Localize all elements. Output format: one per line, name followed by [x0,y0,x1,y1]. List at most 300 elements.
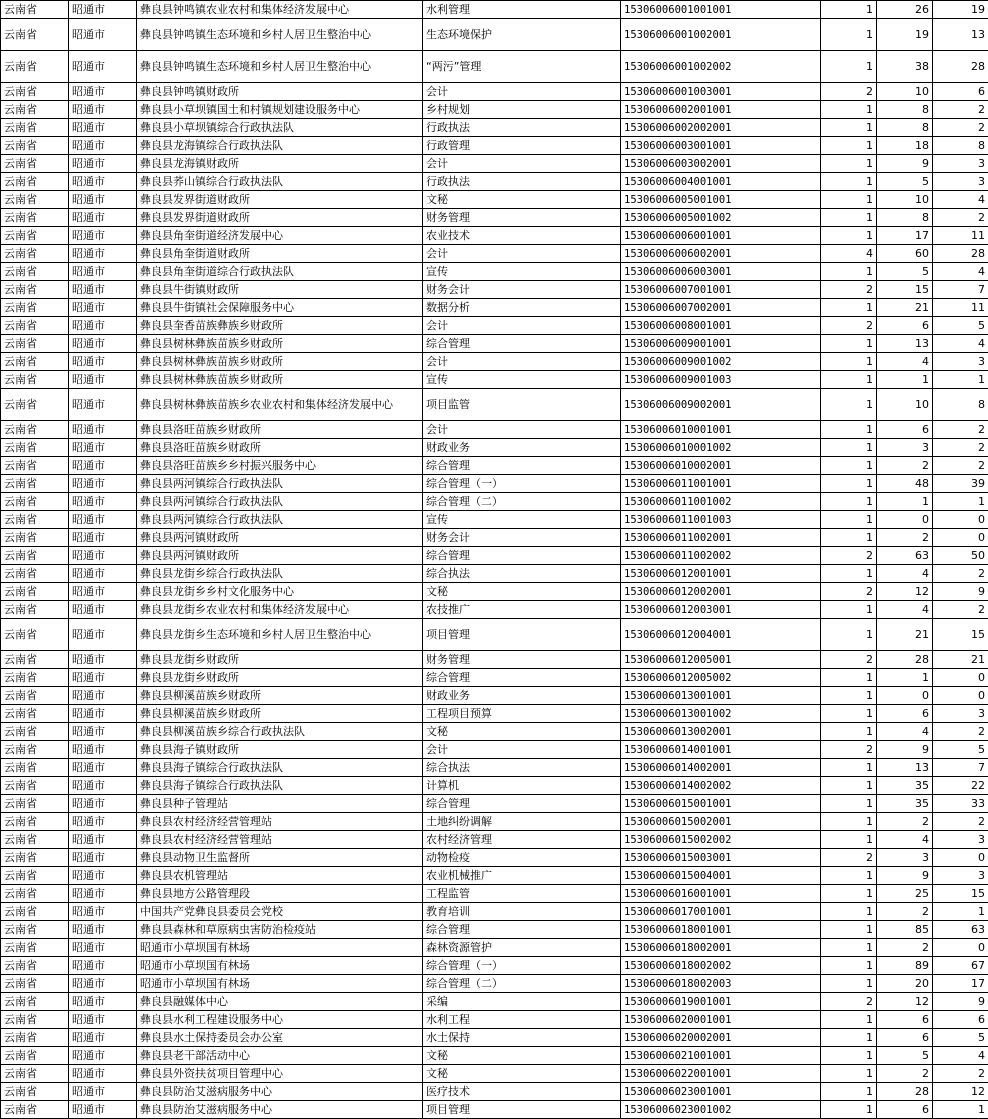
city-cell: 昭通市 [69,493,137,511]
applicants-cell: 5 [877,263,933,281]
province-cell: 云南省 [1,51,69,83]
quota-cell: 1 [821,493,877,511]
city-cell: 昭通市 [69,885,137,903]
applicants-cell: 12 [877,993,933,1011]
table-row [1,83,988,101]
table-row [1,777,988,795]
position-code-cell: 15306006009001003 [621,371,821,389]
province-cell: 云南省 [1,137,69,155]
quota-cell: 1 [821,371,877,389]
unit-name-cell: 彝良县小草坝镇国土和村镇规划建设服务中心 [137,101,423,119]
unit-name-cell: 彝良县牛街镇财政所 [137,281,423,299]
quota-cell: 1 [821,389,877,421]
table-row [1,975,988,993]
unit-name-cell: 彝良县龙街乡综合行政执法队 [137,565,423,583]
table-row [1,353,988,371]
qualified-cell: 8 [933,137,988,155]
position-code-cell: 15306006003002001 [621,155,821,173]
position-code-cell: 15306006007001001 [621,281,821,299]
table-row [1,457,988,475]
qualified-cell: 2 [933,723,988,741]
qualified-cell: 5 [933,741,988,759]
quota-cell: 1 [821,975,877,993]
quota-cell: 1 [821,705,877,723]
applicants-cell: 8 [877,101,933,119]
city-cell: 昭通市 [69,687,137,705]
applicants-cell: 63 [877,547,933,565]
unit-name-cell: 昭通市小草坝国有林场 [137,957,423,975]
quota-cell: 1 [821,759,877,777]
applicants-cell: 19 [877,19,933,51]
qualified-cell: 2 [933,457,988,475]
city-cell: 昭通市 [69,101,137,119]
city-cell: 昭通市 [69,759,137,777]
position-code-cell: 15306006023001001 [621,1083,821,1101]
applicants-cell: 5 [877,1047,933,1065]
table-row [1,1047,988,1065]
city-cell: 昭通市 [69,173,137,191]
table-row [1,1065,988,1083]
quota-cell: 1 [821,939,877,957]
position-code-cell: 15306006003001001 [621,137,821,155]
qualified-cell: 2 [933,101,988,119]
position-code-cell: 15306006019001001 [621,993,821,1011]
position-cell: 文秘 [423,191,621,209]
unit-name-cell: 彝良县龙街乡乡村文化服务中心 [137,583,423,601]
quota-cell: 1 [821,439,877,457]
qualified-cell: 9 [933,583,988,601]
province-cell: 云南省 [1,957,69,975]
applicants-cell: 0 [877,511,933,529]
position-cell: 会计 [423,421,621,439]
quota-cell: 2 [821,651,877,669]
position-cell: 综合执法 [423,565,621,583]
quota-cell: 1 [821,101,877,119]
province-cell: 云南省 [1,299,69,317]
quota-cell: 1 [821,119,877,137]
position-cell: 财务会计 [423,281,621,299]
position-cell: 会计 [423,245,621,263]
unit-name-cell: 昭通市小草坝国有林场 [137,939,423,957]
quota-cell: 1 [821,209,877,227]
province-cell: 云南省 [1,439,69,457]
city-cell: 昭通市 [69,651,137,669]
position-code-cell: 15306006018002002 [621,957,821,975]
position-code-cell: 15306006022001001 [621,1065,821,1083]
quota-cell: 1 [821,1011,877,1029]
applicants-cell: 15 [877,281,933,299]
table-row [1,759,988,777]
position-code-cell: 15306006015003001 [621,849,821,867]
qualified-cell: 28 [933,245,988,263]
province-cell: 云南省 [1,867,69,885]
province-cell: 云南省 [1,245,69,263]
province-cell: 云南省 [1,547,69,565]
unit-name-cell: 彝良县柳溪苗族乡财政所 [137,687,423,705]
table-row [1,939,988,957]
quota-cell: 1 [821,723,877,741]
applicants-cell: 13 [877,335,933,353]
unit-name-cell: 彝良县龙街乡财政所 [137,651,423,669]
province-cell: 云南省 [1,601,69,619]
quota-cell: 1 [821,1101,877,1119]
quota-cell: 1 [821,867,877,885]
unit-name-cell: 彝良县动物卫生监督所 [137,849,423,867]
applicants-cell: 60 [877,245,933,263]
province-cell: 云南省 [1,1083,69,1101]
qualified-cell: 0 [933,849,988,867]
position-code-cell: 15306006014001001 [621,741,821,759]
position-code-cell: 15306006018002001 [621,939,821,957]
applicants-cell: 10 [877,389,933,421]
province-cell: 云南省 [1,529,69,547]
table-row [1,101,988,119]
table-row [1,155,988,173]
applicants-cell: 2 [877,813,933,831]
position-cell: 农业机械推广 [423,867,621,885]
qualified-cell: 9 [933,993,988,1011]
table-body [1,1,988,1119]
position-code-cell: 15306006008001001 [621,317,821,335]
city-cell: 昭通市 [69,1011,137,1029]
position-code-cell: 15306006010002001 [621,457,821,475]
province-cell: 云南省 [1,421,69,439]
province-cell: 云南省 [1,335,69,353]
city-cell: 昭通市 [69,119,137,137]
position-cell: 森林资源管护 [423,939,621,957]
position-code-cell: 15306006011001001 [621,475,821,493]
position-cell: 综合执法 [423,759,621,777]
table-row [1,565,988,583]
qualified-cell: 5 [933,317,988,335]
applicants-cell: 18 [877,137,933,155]
quota-cell: 1 [821,669,877,687]
position-cell: 文秘 [423,583,621,601]
quota-cell: 1 [821,619,877,651]
applicants-cell: 35 [877,795,933,813]
position-code-cell: 15306006012003001 [621,601,821,619]
province-cell: 云南省 [1,83,69,101]
quota-cell: 2 [821,547,877,565]
position-cell: 文秘 [423,723,621,741]
city-cell: 昭通市 [69,263,137,281]
position-code-cell: 15306006011002002 [621,547,821,565]
quota-cell: 1 [821,511,877,529]
table-row [1,723,988,741]
quota-cell: 2 [821,849,877,867]
position-cell: 综合管理（一） [423,957,621,975]
quota-cell: 1 [821,885,877,903]
table-row [1,227,988,245]
position-cell: 综合管理（二） [423,975,621,993]
quota-cell: 1 [821,299,877,317]
table-row [1,1029,988,1047]
city-cell: 昭通市 [69,619,137,651]
quota-cell: 1 [821,777,877,795]
city-cell: 昭通市 [69,741,137,759]
applicants-cell: 26 [877,1,933,19]
qualified-cell: 6 [933,1011,988,1029]
position-code-cell: 15306006015004001 [621,867,821,885]
quota-cell: 1 [821,1029,877,1047]
position-cell: 医疗技术 [423,1083,621,1101]
unit-name-cell: 彝良县发界街道财政所 [137,209,423,227]
qualified-cell: 12 [933,1083,988,1101]
city-cell: 昭通市 [69,1,137,19]
province-cell: 云南省 [1,1065,69,1083]
position-cell: 土地纠纷调解 [423,813,621,831]
applicants-cell: 10 [877,83,933,101]
city-cell: 昭通市 [69,939,137,957]
table-row [1,317,988,335]
qualified-cell: 4 [933,1047,988,1065]
unit-name-cell: 彝良县水利工程建设服务中心 [137,1011,423,1029]
quota-cell: 1 [821,263,877,281]
position-code-cell: 15306006020002001 [621,1029,821,1047]
unit-name-cell: 彝良县荞山镇综合行政执法队 [137,173,423,191]
applicants-cell: 28 [877,1083,933,1101]
position-code-cell: 15306006009001002 [621,353,821,371]
table-row [1,137,988,155]
table-row [1,439,988,457]
position-cell: 文秘 [423,1065,621,1083]
quota-cell: 1 [821,155,877,173]
position-cell: 行政执法 [423,173,621,191]
unit-name-cell: 彝良县奎香苗族彝族乡财政所 [137,317,423,335]
province-cell: 云南省 [1,795,69,813]
unit-name-cell: 彝良县钟鸣镇生态环境和乡村人居卫生整治中心 [137,51,423,83]
city-cell: 昭通市 [69,529,137,547]
table-row [1,19,988,51]
applicants-cell: 89 [877,957,933,975]
quota-cell: 2 [821,741,877,759]
position-code-cell: 15306006015002002 [621,831,821,849]
quota-cell: 1 [821,19,877,51]
qualified-cell: 28 [933,51,988,83]
applicants-cell: 8 [877,119,933,137]
applicants-cell: 2 [877,903,933,921]
province-cell: 云南省 [1,155,69,173]
applicants-cell: 85 [877,921,933,939]
position-cell: 水利管理 [423,1,621,19]
city-cell: 昭通市 [69,867,137,885]
position-code-cell: 15306006013002001 [621,723,821,741]
unit-name-cell: 彝良县钟鸣镇财政所 [137,83,423,101]
position-code-cell: 15306006006001001 [621,227,821,245]
position-cell: 项目管理 [423,619,621,651]
unit-name-cell: 昭通市小草坝国有林场 [137,975,423,993]
applicants-cell: 6 [877,421,933,439]
city-cell: 昭通市 [69,975,137,993]
province-cell: 云南省 [1,723,69,741]
table-row [1,1011,988,1029]
table-row [1,957,988,975]
position-cell: 宣传 [423,371,621,389]
qualified-cell: 5 [933,1029,988,1047]
qualified-cell: 2 [933,1065,988,1083]
unit-name-cell: 彝良县树林彝族苗族乡财政所 [137,353,423,371]
position-code-cell: 15306006014002001 [621,759,821,777]
city-cell: 昭通市 [69,583,137,601]
position-cell: 综合管理 [423,669,621,687]
applicants-cell: 6 [877,1029,933,1047]
city-cell: 昭通市 [69,1029,137,1047]
city-cell: 昭通市 [69,813,137,831]
quota-cell: 1 [821,191,877,209]
city-cell: 昭通市 [69,921,137,939]
qualified-cell: 0 [933,511,988,529]
quota-cell: 1 [821,353,877,371]
position-cell: 数据分析 [423,299,621,317]
position-code-cell: 15306006001002001 [621,19,821,51]
province-cell: 云南省 [1,371,69,389]
city-cell: 昭通市 [69,353,137,371]
quota-cell: 1 [821,601,877,619]
position-cell: 财务管理 [423,209,621,227]
table-row [1,529,988,547]
applicants-cell: 35 [877,777,933,795]
unit-name-cell: 彝良县老干部活动中心 [137,1047,423,1065]
table-row [1,191,988,209]
city-cell: 昭通市 [69,547,137,565]
qualified-cell: 2 [933,439,988,457]
province-cell: 云南省 [1,281,69,299]
city-cell: 昭通市 [69,1047,137,1065]
position-cell: 项目管理 [423,1101,621,1119]
position-code-cell: 15306006011002001 [621,529,821,547]
quota-cell: 1 [821,227,877,245]
applicants-cell: 0 [877,687,933,705]
applicants-cell: 28 [877,651,933,669]
qualified-cell: 1 [933,371,988,389]
position-code-cell: 15306006015001001 [621,795,821,813]
province-cell: 云南省 [1,389,69,421]
applicants-cell: 2 [877,529,933,547]
city-cell: 昭通市 [69,51,137,83]
city-cell: 昭通市 [69,299,137,317]
position-code-cell: 15306006005001002 [621,209,821,227]
position-cell: 综合管理（二） [423,493,621,511]
unit-name-cell: 彝良县树林彝族苗族乡农业农村和集体经济发展中心 [137,389,423,421]
qualified-cell: 7 [933,759,988,777]
quota-cell: 1 [821,1065,877,1083]
table-row [1,263,988,281]
unit-name-cell: 彝良县防治艾滋病服务中心 [137,1101,423,1119]
qualified-cell: 1 [933,493,988,511]
table-row [1,51,988,83]
position-code-cell: 15306006007002001 [621,299,821,317]
table-row [1,921,988,939]
table-row [1,669,988,687]
table-row [1,511,988,529]
applicants-cell: 6 [877,1011,933,1029]
quota-cell: 2 [821,83,877,101]
table-row [1,903,988,921]
province-cell: 云南省 [1,975,69,993]
qualified-cell: 0 [933,529,988,547]
city-cell: 昭通市 [69,389,137,421]
city-cell: 昭通市 [69,83,137,101]
quota-cell: 2 [821,317,877,335]
unit-name-cell: 彝良县龙街乡农业农村和集体经济发展中心 [137,601,423,619]
applicants-cell: 1 [877,493,933,511]
unit-name-cell: 彝良县两河镇综合行政执法队 [137,511,423,529]
table-row [1,119,988,137]
unit-name-cell: 彝良县发界街道财政所 [137,191,423,209]
unit-name-cell: 彝良县水土保持委员会办公室 [137,1029,423,1047]
city-cell: 昭通市 [69,439,137,457]
quota-cell: 1 [821,1083,877,1101]
applicants-cell: 4 [877,831,933,849]
city-cell: 昭通市 [69,191,137,209]
city-cell: 昭通市 [69,371,137,389]
unit-name-cell: 彝良县小草坝镇综合行政执法队 [137,119,423,137]
applicants-cell: 4 [877,353,933,371]
applicants-cell: 4 [877,601,933,619]
position-code-cell: 15306006011001002 [621,493,821,511]
city-cell: 昭通市 [69,281,137,299]
applicants-cell: 1 [877,371,933,389]
province-cell: 云南省 [1,687,69,705]
applicants-cell: 3 [877,849,933,867]
quota-cell: 2 [821,281,877,299]
applicants-cell: 2 [877,1065,933,1083]
qualified-cell: 1 [933,903,988,921]
position-cell: 宣传 [423,263,621,281]
city-cell: 昭通市 [69,511,137,529]
quota-cell: 4 [821,245,877,263]
unit-name-cell: 彝良县树林彝族苗族乡财政所 [137,371,423,389]
table-row [1,299,988,317]
applicants-cell: 25 [877,885,933,903]
table-row [1,475,988,493]
city-cell: 昭通市 [69,209,137,227]
qualified-cell: 22 [933,777,988,795]
province-cell: 云南省 [1,457,69,475]
unit-name-cell: 彝良县洛旺苗族乡财政所 [137,439,423,457]
quota-cell: 2 [821,583,877,601]
city-cell: 昭通市 [69,723,137,741]
city-cell: 昭通市 [69,601,137,619]
table-row [1,849,988,867]
applicants-cell: 1 [877,669,933,687]
city-cell: 昭通市 [69,317,137,335]
position-code-cell: 15306006006002001 [621,245,821,263]
province-cell: 云南省 [1,813,69,831]
quota-cell: 1 [821,51,877,83]
qualified-cell: 3 [933,831,988,849]
applicants-cell: 8 [877,209,933,227]
qualified-cell: 15 [933,619,988,651]
unit-name-cell: 彝良县种子管理站 [137,795,423,813]
table-row [1,371,988,389]
unit-name-cell: 彝良县海子镇财政所 [137,741,423,759]
province-cell: 云南省 [1,1047,69,1065]
quota-cell: 2 [821,993,877,1011]
applicants-cell: 3 [877,439,933,457]
unit-name-cell: 彝良县海子镇综合行政执法队 [137,777,423,795]
position-code-cell: 15306006020001001 [621,1011,821,1029]
qualified-cell: 33 [933,795,988,813]
table-row [1,867,988,885]
position-cell: 动物检疫 [423,849,621,867]
table-row [1,993,988,1011]
province-cell: 云南省 [1,565,69,583]
table-row [1,687,988,705]
unit-name-cell: 彝良县融媒体中心 [137,993,423,1011]
table-row [1,795,988,813]
province-cell: 云南省 [1,939,69,957]
